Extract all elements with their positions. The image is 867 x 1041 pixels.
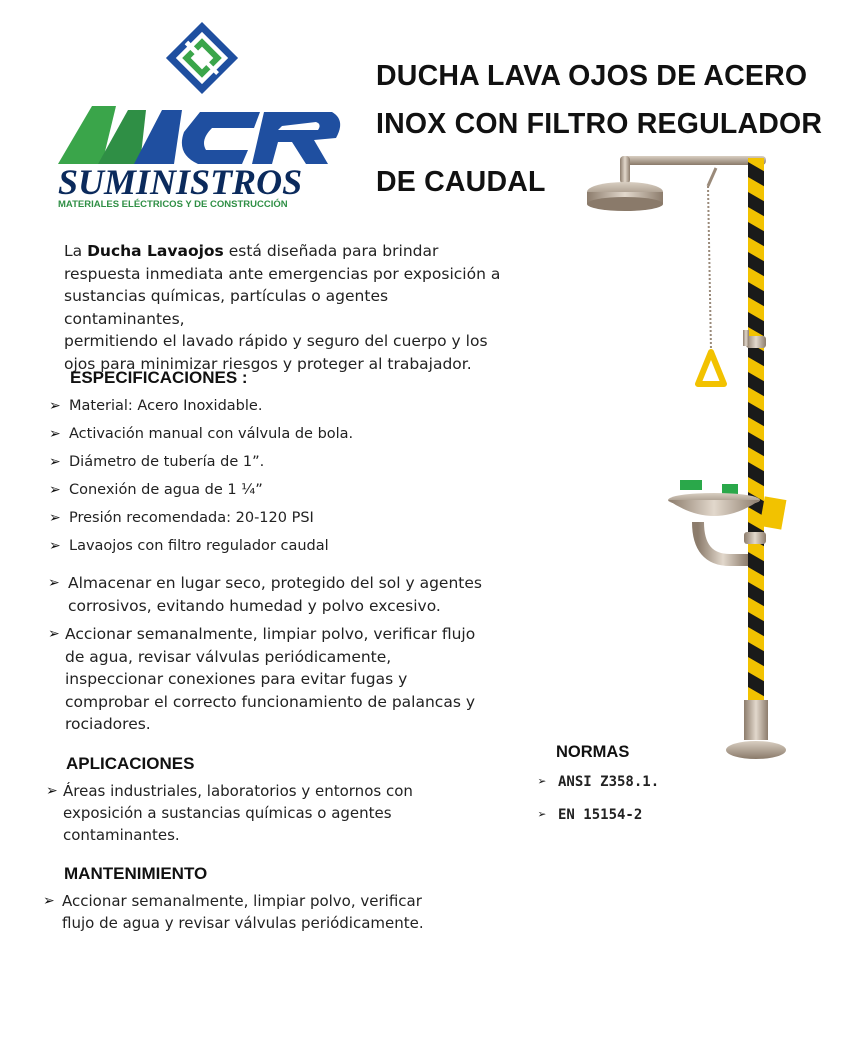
text-line: Áreas industriales, laboratorios y entornos con <box>63 782 413 800</box>
pull-chain <box>708 186 711 350</box>
specs-list <box>49 396 489 564</box>
arrow-bullet-icon: ➢ <box>43 893 55 909</box>
shower-head-icon <box>587 156 766 211</box>
list-item <box>48 572 498 617</box>
brand-tagline: MATERIALES ELÉCTRICOS Y DE CONSTRUCCIÓN <box>58 199 288 210</box>
spec-text: Lavaojos con filtro regulador caudal <box>69 538 329 554</box>
mantenimiento-text <box>62 890 483 934</box>
list-item <box>49 396 489 424</box>
brand-name: SUMINISTROS <box>58 162 303 202</box>
norma-text: EN 15154-2 <box>558 807 643 823</box>
arrow-bullet-icon: ➢ <box>49 426 61 442</box>
list-item <box>49 452 489 480</box>
floor-flange-icon <box>726 741 786 759</box>
norma-text: ANSI Z358.1. <box>558 774 660 790</box>
spec-text: Conexión de agua de 1 ¼” <box>69 482 263 498</box>
emblem-icon <box>171 27 233 89</box>
list-item <box>538 805 738 838</box>
text-line: exposición a sustancias químicas o agentes <box>63 804 392 822</box>
arrow-bullet-icon: ➢ <box>48 575 60 591</box>
mantenimiento-heading: MANTENIMIENTO <box>64 864 208 883</box>
mcr-logo-graphic <box>50 14 350 214</box>
arrow-bullet-icon: ➢ <box>46 783 58 799</box>
list-item <box>49 480 489 508</box>
aplicaciones-item <box>46 780 486 846</box>
spec-text: Diámetro de tubería de 1”. <box>69 454 265 470</box>
pull-handle-icon <box>698 352 724 384</box>
spec-text: Material: Acero Inoxidable. <box>69 398 263 414</box>
note-text <box>65 623 498 736</box>
specs-heading: ESPECIFICACIONES : <box>70 368 248 387</box>
title-line: INOX CON FILTRO REGULADOR <box>376 108 823 140</box>
note-line: comprobar el correcto funcionamiento de palancas y <box>65 692 476 711</box>
note-line: Accionar semanalmente, limpiar polvo, verificar flujo <box>65 625 476 643</box>
notes-list <box>48 572 498 738</box>
mcr-letters <box>58 106 340 164</box>
intro-line: sustancias químicas, partículas o agentes contaminantes, <box>64 287 389 328</box>
mantenimiento-item <box>43 890 483 934</box>
title-line: DE CAUDAL <box>376 166 546 198</box>
spec-text: Presión recomendada: 20-120 PSI <box>69 510 314 526</box>
list-item <box>49 424 489 452</box>
arrow-bullet-icon: ➢ <box>49 510 61 526</box>
arrow-bullet-icon: ➢ <box>49 482 61 498</box>
arrow-bullet-icon: ➢ <box>49 538 61 554</box>
text-line: flujo de agua y revisar válvulas periódicamente. <box>62 914 424 932</box>
arrow-bullet-icon: ➢ <box>49 454 61 470</box>
intro-line: está diseñada para brindar <box>223 242 439 260</box>
normas-heading: NORMAS <box>556 743 630 761</box>
product-image <box>580 140 810 780</box>
text-line: Accionar semanalmente, limpiar polvo, verificar <box>62 892 422 910</box>
arrow-bullet-icon: ➢ <box>49 398 61 414</box>
note-line: rociadores. <box>65 715 151 733</box>
note-line: corrosivos, evitando humedad y polvo excesivo. <box>68 596 441 615</box>
list-item <box>49 536 489 564</box>
eyewash-shower-illustration <box>580 140 810 780</box>
post-base <box>744 700 768 740</box>
list-item <box>49 508 489 536</box>
striped-post <box>748 158 764 728</box>
intro-paragraph <box>64 240 504 375</box>
company-logo <box>50 14 350 214</box>
title-line: DUCHA LAVA OJOS DE ACERO <box>376 60 808 92</box>
intro-line: permitiendo el lavado rápido y seguro del cuerpo y los <box>64 332 488 350</box>
arrow-bullet-icon: ➢ <box>538 774 547 790</box>
normas-list <box>538 772 738 838</box>
list-item <box>48 623 498 736</box>
note-text <box>68 572 498 617</box>
intro-prefix: La <box>64 242 88 260</box>
text-line: contaminantes. <box>63 826 180 844</box>
intro-bold: Ducha Lavaojos <box>87 242 224 260</box>
eyewash-bowl-icon <box>668 480 786 560</box>
arrow-bullet-icon: ➢ <box>48 626 60 642</box>
intro-line: ojos para minimizar riesgos y proteger al trabajador. <box>64 354 472 373</box>
aplicaciones-heading: APLICACIONES <box>66 754 195 773</box>
intro-line: respuesta inmediata ante emergencias por exposición a <box>64 264 501 283</box>
spec-text: Activación manual con válvula de bola. <box>69 426 354 442</box>
arrow-bullet-icon: ➢ <box>538 807 547 823</box>
note-line: inspeccionar conexiones para evitar fugas y <box>65 670 408 688</box>
note-line: Almacenar en lugar seco, protegido del sol y agentes <box>68 574 482 592</box>
aplicaciones-text <box>63 780 486 846</box>
note-line: de agua, revisar válvulas periódicamente, <box>65 647 392 666</box>
